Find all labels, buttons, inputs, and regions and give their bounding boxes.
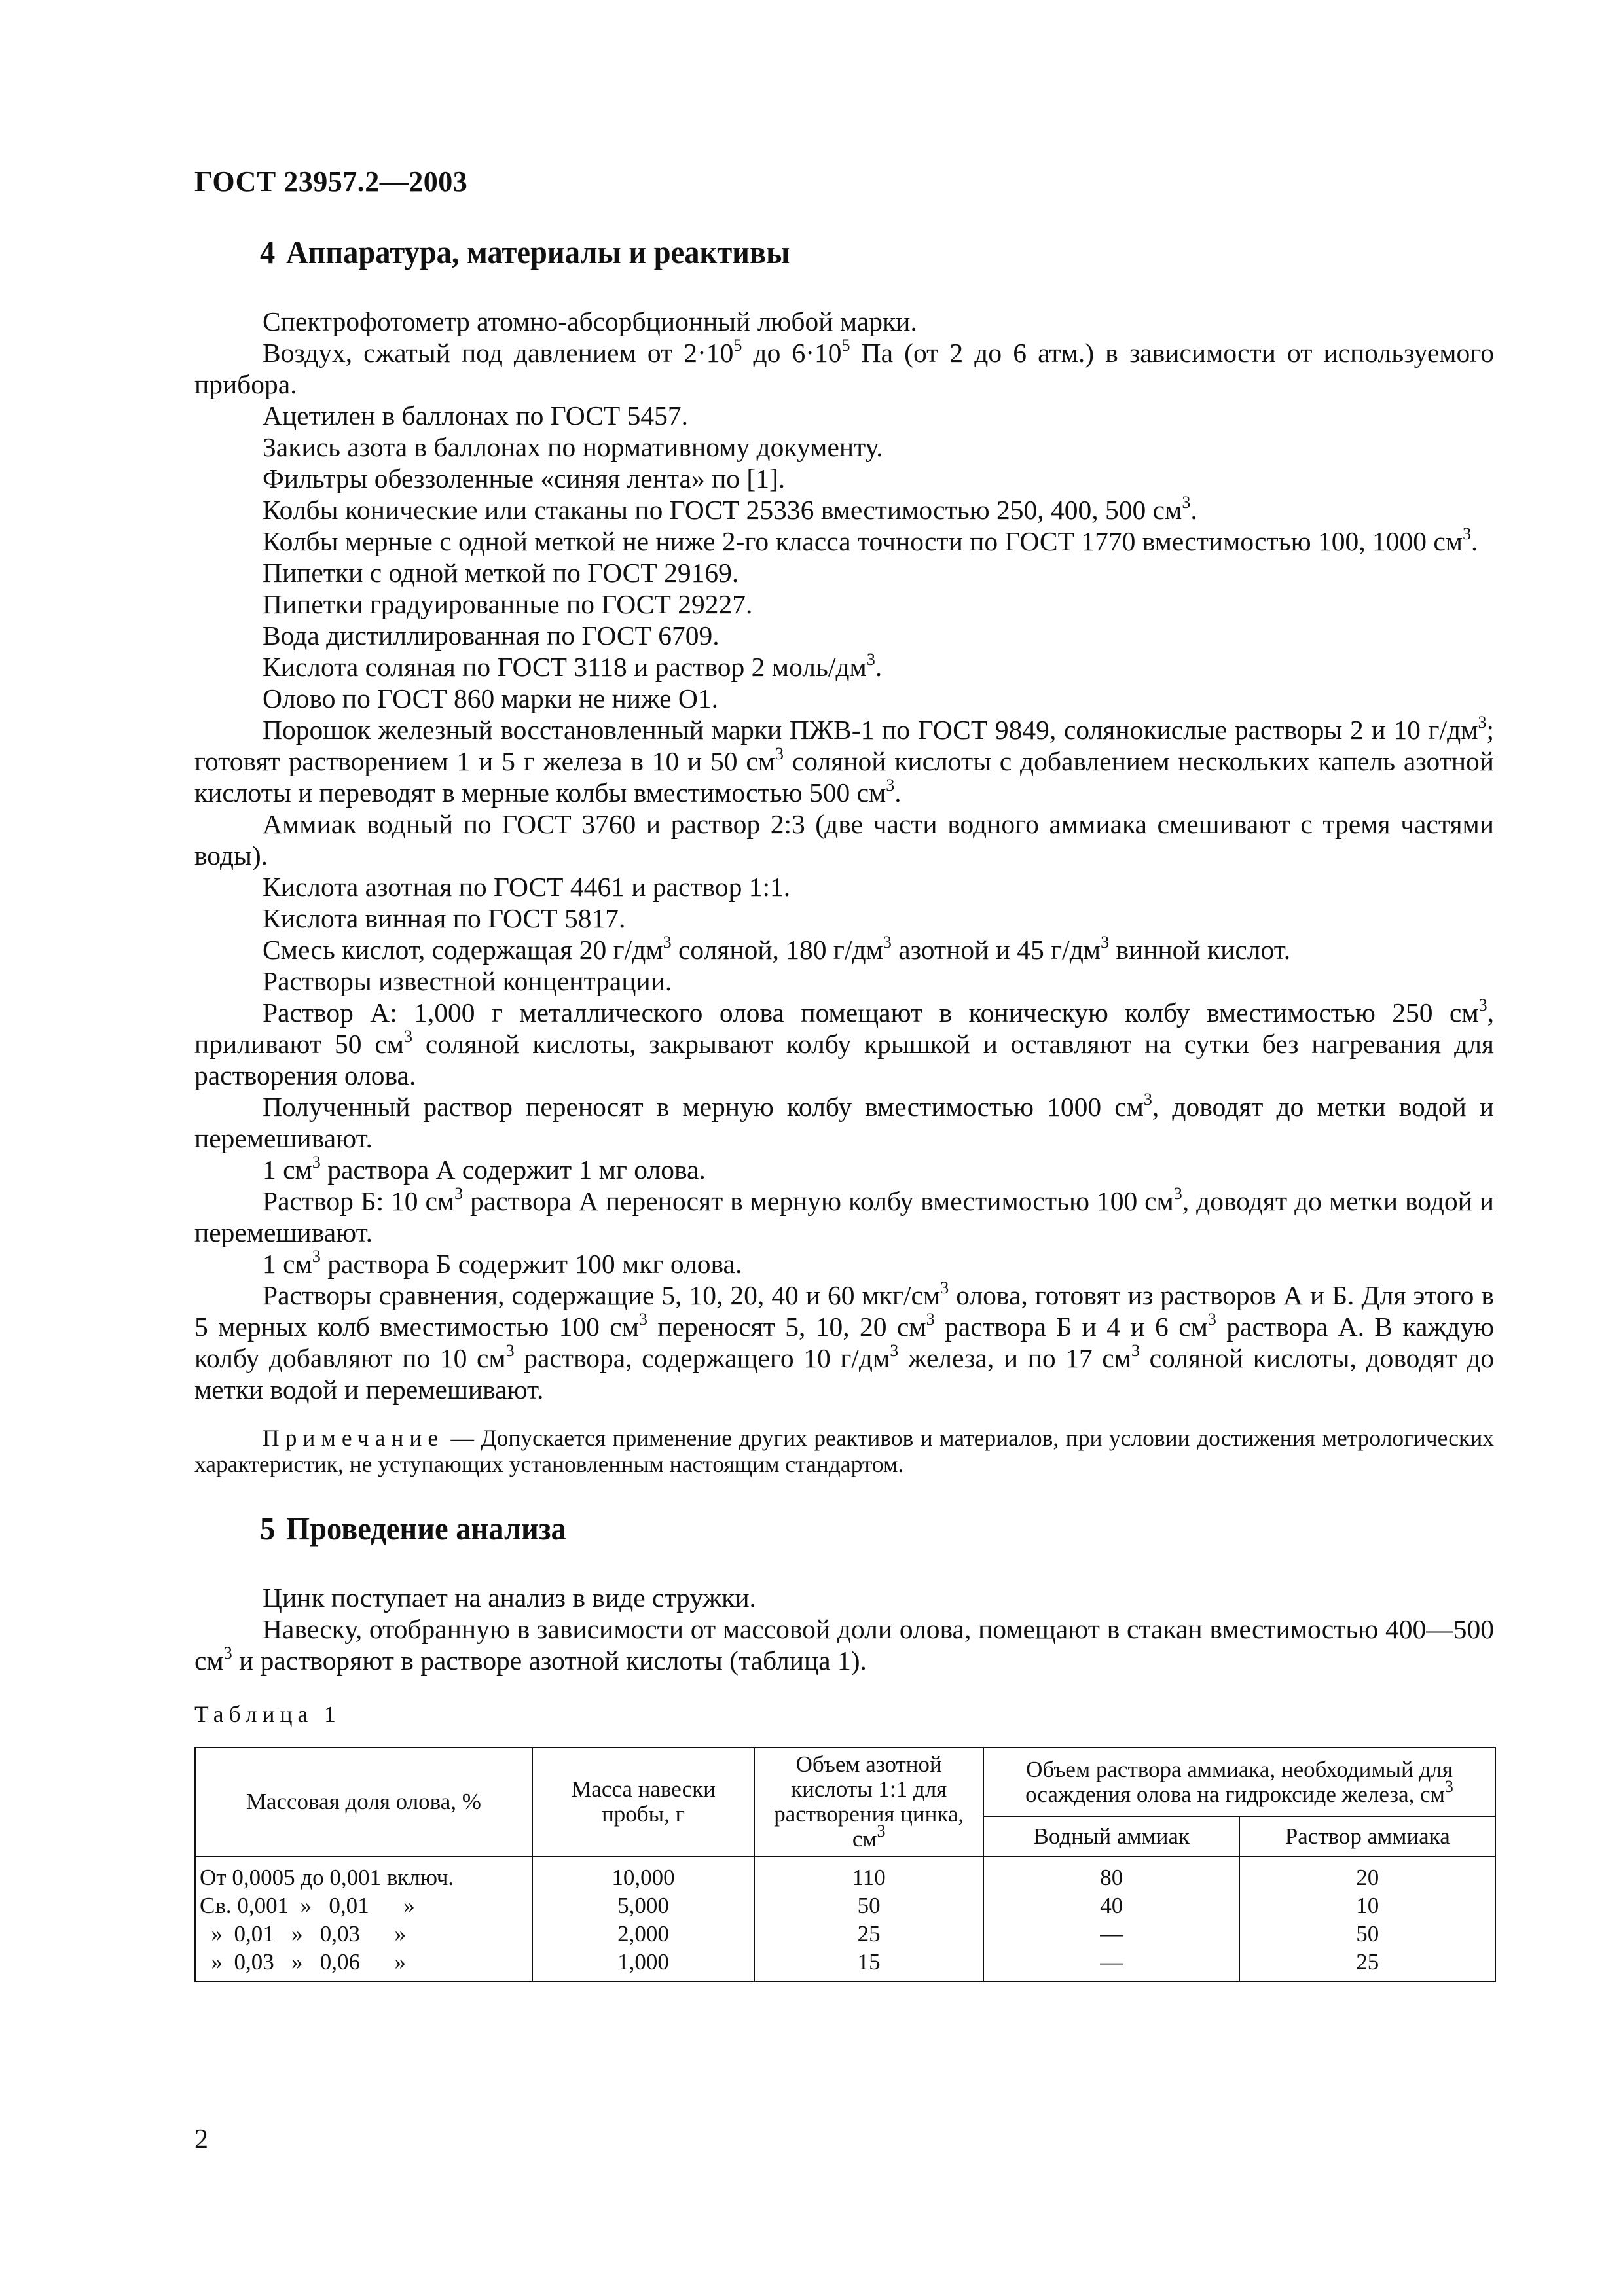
section5-paragraph: Цинк поступает на анализ в виде стружки.: [263, 1583, 756, 1613]
section4-paragraph: Раствор А: 1,000 г металлического олова помещают в коническую колбу вместимостью 250 $см^3$, приливают 50 $см^3$ соляной кислоты, закрывают колбу крышкой и оставляют на сутки без нагревания для растворения олова.: [194, 996, 1494, 1090]
section4-paragraph: Пипетки с одной меткой по ГОСТ 29169.: [263, 558, 739, 588]
page-number: 2: [194, 2125, 208, 2155]
section-4-title: Аппаратура, материалы и реактивы: [285, 234, 790, 270]
section-5-body: [194, 1582, 1494, 1676]
section-5-heading: [260, 1509, 1408, 1548]
section4-paragraph: 1 $см^3$ раствора Б содержит 100 мкг олова.: [263, 1247, 742, 1279]
table-row: [195, 1948, 1495, 1982]
section4-paragraph: Закись азота в баллонах по нормативному документу.: [263, 432, 883, 462]
standard-code-header: ГОСТ 23957.2—2003: [194, 166, 468, 198]
section4-paragraph: Фильтры обеззоленные «синяя лента» по [1].: [263, 463, 786, 493]
header-sample-mass: Масса навески пробы, г: [532, 1748, 755, 1856]
header-tin-fraction: Массовая доля олова, %: [195, 1748, 532, 1856]
table-1-body: [195, 1856, 1495, 1982]
table-cell-acid: 15: [754, 1948, 983, 1982]
section4-paragraph: Растворы известной концентрации.: [263, 966, 672, 996]
table-row: [195, 1892, 1495, 1920]
section-5-number: 5: [260, 1510, 276, 1547]
table-cell-acid: 50: [754, 1892, 983, 1920]
table-cell-aq-ammonia: 80: [983, 1856, 1239, 1892]
table-cell-fraction: » 0,03 » 0,06 »: [195, 1948, 532, 1982]
page-content: [194, 232, 1494, 1982]
section4-paragraph: Растворы сравнения, содержащие 5, 10, 20, 40 и 60 мкг/$см^3$ олова, готовят из растворов А и Б. Для этого в 5 мерных колб вместимостью 100 $см^3$ переносят 5, 10, 20 $см^3$ раствора Б и 4 и 6 $см^3$ раствора А. В каждую колбу добавляют по 10 $см^3$ раствора, содержащего 10 $г/дм^3$ железа, и по 17 $см^3$ соляной кислоты, доводят до метки водой и перемешивают.: [194, 1278, 1495, 1405]
note-text: — Допускается применение других реактивов и материалов, при условии достижения метрологических характеристик, не уступающих установленным настоящим стандартом.: [194, 1425, 1494, 1477]
section-4-heading: [260, 232, 1408, 272]
table-row: [195, 1856, 1495, 1892]
table-cell-ammonia-solution: 10: [1239, 1892, 1495, 1920]
section4-paragraph: Воздух, сжатый под давлением от $2\cdot 10^5$ до $6\cdot 10^5$ Па (от 2 до 6 атм.) в зависимости от используемого прибора.: [194, 336, 1495, 399]
table-cell-aq-ammonia: —: [983, 1920, 1239, 1948]
table-cell-aq-ammonia: 40: [983, 1892, 1239, 1920]
table-1: [194, 1747, 1496, 1982]
section4-paragraph: Аммиак водный по ГОСТ 3760 и раствор 2:3 (две части водного аммиака смешивают с тремя частями воды).: [194, 809, 1494, 870]
note-label: Примечание: [263, 1425, 445, 1451]
section4-paragraph: Вода дистиллированная по ГОСТ 6709.: [263, 620, 720, 651]
section4-paragraph: Кислота азотная по ГОСТ 4461 и раствор 1:1.: [263, 872, 791, 902]
section4-paragraph: Полученный раствор переносят в мерную колбу вместимостью 1000 $см^3$, доводят до метки водой и перемешивают.: [194, 1090, 1494, 1153]
table-cell-ammonia-solution: 50: [1239, 1920, 1495, 1948]
section5-paragraph: Навеску, отобранную в зависимости от массовой доли олова, помещают в стакан вместимостью 400—500 $см^3$ и растворяют в растворе азотной кислоты (таблица 1).: [194, 1614, 1494, 1676]
section-5-title: Проведение анализа: [285, 1510, 566, 1547]
note: [194, 1425, 1494, 1477]
section4-paragraph: Пипетки градуированные по ГОСТ 29227.: [263, 589, 753, 619]
table-cell-mass: 1,000: [532, 1948, 755, 1982]
header-nitric-acid-volume: Объем азотной кислоты 1:1 для растворения цинка, $см^3$: [754, 1748, 983, 1856]
header-ammonia-volume-group: Объем раствора аммиака, необходимый для осаждения олова на гидроксиде железа, $см^3$: [983, 1748, 1495, 1816]
section4-paragraph: Олово по ГОСТ 860 марки не ниже О1.: [263, 683, 718, 713]
table-cell-ammonia-solution: 25: [1239, 1948, 1495, 1982]
table-cell-acid: 25: [754, 1920, 983, 1948]
section4-paragraph: Кислота винная по ГОСТ 5817.: [263, 903, 626, 933]
section-4-body: [194, 306, 1494, 1405]
section4-paragraph: Смесь кислот, содержащая 20 $г/дм^3$ соляной, 180 $г/дм^3$ азотной и 45 $г/дм^3$ винной кислот.: [263, 933, 1291, 965]
table-cell-ammonia-solution: 20: [1239, 1856, 1495, 1892]
section4-paragraph: Колбы конические или стаканы по ГОСТ 25336 вместимостью 250, 400, 500 $см^3$.: [263, 493, 1197, 525]
table-cell-acid: 110: [754, 1856, 983, 1892]
table-cell-fraction: От 0,0005 до 0,001 включ.: [195, 1856, 532, 1892]
table-cell-fraction: Св. 0,001 » 0,01 »: [195, 1892, 532, 1920]
section4-paragraph: Спектрофотометр атомно-абсорбционный любой марки.: [263, 306, 917, 336]
header-ammonia-solution: Раствор аммиака: [1239, 1816, 1495, 1856]
section4-paragraph: Раствор Б: 10 $см^3$ раствора А переносят в мерную колбу вместимостью 100 $см^3$, доводят до метки водой и перемешивают.: [194, 1184, 1494, 1247]
section4-paragraph: Кислота соляная по ГОСТ 3118 и раствор 2 моль/$дм^3$.: [263, 650, 883, 682]
section4-paragraph: Ацетилен в баллонах по ГОСТ 5457.: [263, 401, 688, 431]
section4-paragraph: Порошок железный восстановленный марки ПЖВ-1 по ГОСТ 9849, солянокислые растворы 2 и 10 $г/дм^3$; готовят растворением 1 и 5 г железа в 10 и 50 $см^3$ соляной кислоты с добавлением нескольких капель азотной кислоты и переводят в мерные колбы вместимостью 500 $см^3$.: [194, 713, 1494, 808]
table-cell-mass: 2,000: [532, 1920, 755, 1948]
table-cell-aq-ammonia: —: [983, 1948, 1239, 1982]
section-4-number: 4: [260, 234, 276, 270]
section4-paragraph: 1 $см^3$ раствора А содержит 1 мг олова.: [263, 1153, 706, 1185]
table-cell-fraction: » 0,01 » 0,03 »: [195, 1920, 532, 1948]
table-row: [195, 1920, 1495, 1948]
table-cell-mass: 5,000: [532, 1892, 755, 1920]
header-aqueous-ammonia: Водный аммиак: [983, 1816, 1239, 1856]
section4-paragraph: Колбы мерные с одной меткой не ниже 2-го класса точности по ГОСТ 1770 вместимостью 100, 1000 $см^3$.: [263, 524, 1478, 556]
table-cell-mass: 10,000: [532, 1856, 755, 1892]
table-1-caption: Таблица 1: [194, 1701, 341, 1727]
